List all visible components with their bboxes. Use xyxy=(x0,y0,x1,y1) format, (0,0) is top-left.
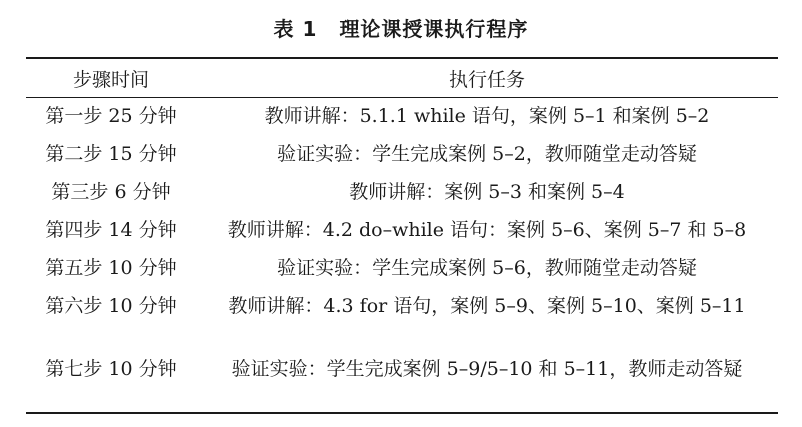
schedule-table xyxy=(26,59,778,413)
task-cell: 教师讲解：5.1.1 while 语句，案例 5–1 和案例 5–2 xyxy=(264,105,710,127)
table-title: 理论课授课执行程序 xyxy=(339,17,529,41)
table-row xyxy=(26,173,778,211)
table-header-row xyxy=(26,59,778,97)
table-row xyxy=(26,325,778,413)
task-cell: 验证实验：学生完成案例 5–9/5–10 和 5–11，教师走动答疑 xyxy=(231,358,743,380)
step-cell: 第三步 6 分钟 xyxy=(51,181,171,203)
table-row xyxy=(26,249,778,287)
table-row xyxy=(26,211,778,249)
task-cell: 验证实验：学生完成案例 5–6，教师随堂走动答疑 xyxy=(277,257,697,279)
task-cell: 验证实验：学生完成案例 5–2，教师随堂走动答疑 xyxy=(277,143,697,165)
step-cell: 第四步 14 分钟 xyxy=(45,219,177,241)
table-caption xyxy=(0,16,802,42)
task-cell: 教师讲解：4.2 do–while 语句：案例 5–6、案例 5–7 和 5–8 xyxy=(227,219,747,241)
step-cell: 第七步 10 分钟 xyxy=(45,358,177,380)
header-step-time: 步骤时间 xyxy=(72,68,149,91)
task-cell: 教师讲解：案例 5–3 和案例 5–4 xyxy=(349,181,625,203)
step-cell: 第六步 10 分钟 xyxy=(45,295,177,317)
step-cell: 第一步 25 分钟 xyxy=(45,105,177,127)
table-row xyxy=(26,135,778,173)
table-number: 表 1 xyxy=(273,17,318,41)
step-cell: 第二步 15 分钟 xyxy=(45,143,177,165)
task-cell: 教师讲解：4.3 for 语句，案例 5–9、案例 5–10、案例 5–11 xyxy=(228,295,746,317)
table-row xyxy=(26,287,778,325)
table-row xyxy=(26,97,778,135)
header-task: 执行任务 xyxy=(448,68,525,91)
step-cell: 第五步 10 分钟 xyxy=(45,257,177,279)
